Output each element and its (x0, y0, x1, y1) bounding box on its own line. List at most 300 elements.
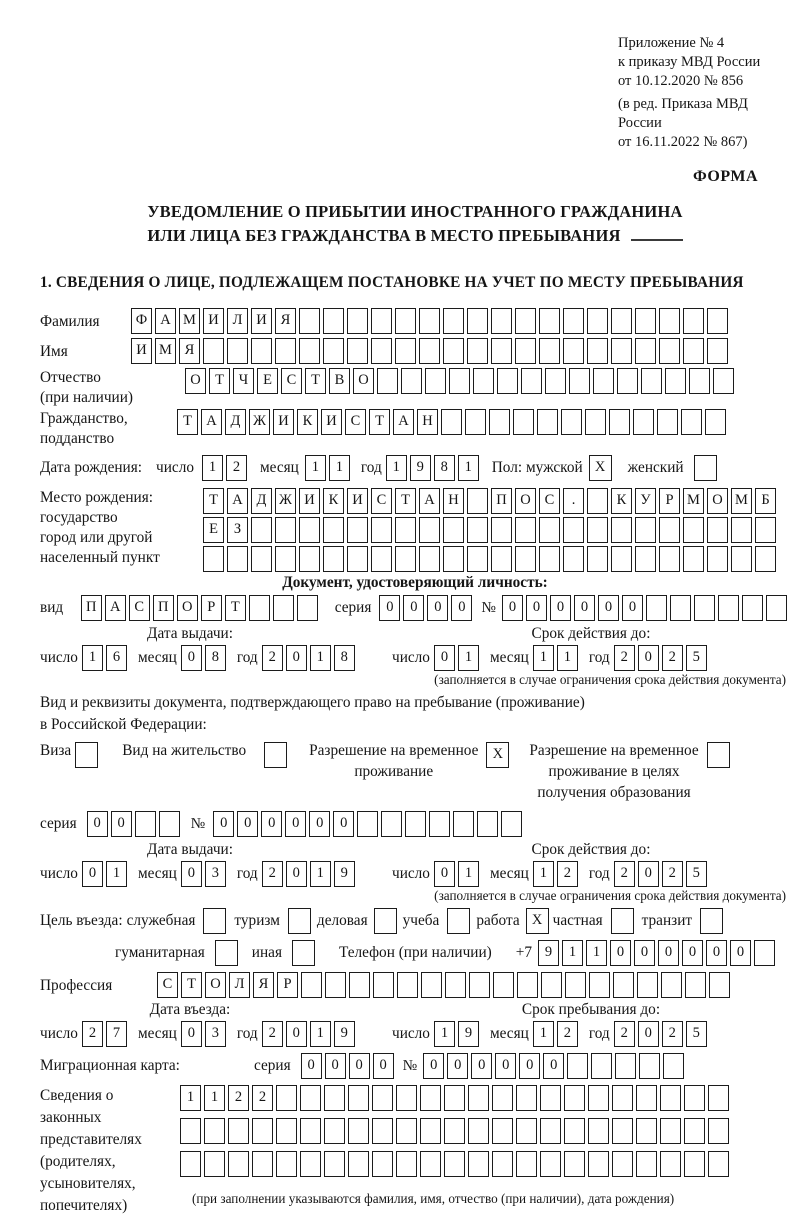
char-cell[interactable] (593, 368, 614, 394)
purpose-tourism-checkbox[interactable] (288, 908, 311, 934)
char-cell[interactable] (612, 1151, 633, 1177)
char-cell[interactable] (587, 338, 608, 364)
char-cell[interactable] (227, 546, 248, 572)
char-cell[interactable] (297, 595, 318, 621)
visa-checkbox[interactable] (75, 742, 98, 768)
char-cell[interactable] (347, 546, 368, 572)
char-cell[interactable]: В (329, 368, 350, 394)
char-cell[interactable] (371, 338, 392, 364)
char-cell[interactable] (539, 338, 560, 364)
char-cell[interactable] (421, 972, 442, 998)
char-cell[interactable] (396, 1151, 417, 1177)
char-cell[interactable] (419, 517, 440, 543)
char-cell[interactable] (324, 1085, 345, 1111)
char-cell[interactable] (204, 1151, 225, 1177)
char-cell[interactable] (373, 972, 394, 998)
char-cell[interactable] (588, 1118, 609, 1144)
char-cell[interactable]: 2 (662, 645, 683, 671)
purpose-business-checkbox[interactable] (203, 908, 226, 934)
char-cell[interactable] (372, 1151, 393, 1177)
char-cell[interactable]: Л (229, 972, 250, 998)
char-cell[interactable]: 5 (686, 645, 707, 671)
char-cell[interactable] (465, 409, 486, 435)
char-cell[interactable] (540, 1085, 561, 1111)
char-cell[interactable]: Ч (233, 368, 254, 394)
char-cell[interactable] (347, 308, 368, 334)
char-cell[interactable]: З (227, 517, 248, 543)
char-cell[interactable]: Т (177, 409, 198, 435)
char-cell[interactable] (591, 1053, 612, 1079)
char-cell[interactable] (252, 1118, 273, 1144)
char-cell[interactable] (493, 972, 514, 998)
char-cell[interactable] (685, 972, 706, 998)
char-cell[interactable] (473, 368, 494, 394)
char-cell[interactable] (639, 1053, 660, 1079)
char-cell[interactable] (299, 546, 320, 572)
char-cell[interactable] (663, 1053, 684, 1079)
char-cell[interactable] (707, 517, 728, 543)
char-cell[interactable]: 2 (252, 1085, 273, 1111)
char-cell[interactable] (585, 409, 606, 435)
char-cell[interactable] (516, 1151, 537, 1177)
char-cell[interactable] (561, 409, 582, 435)
char-cell[interactable] (515, 308, 536, 334)
char-cell[interactable] (731, 517, 752, 543)
char-cell[interactable]: 8 (205, 645, 226, 671)
char-cell[interactable] (501, 811, 522, 837)
char-cell[interactable]: 0 (434, 645, 455, 671)
char-cell[interactable] (180, 1118, 201, 1144)
char-cell[interactable] (492, 1118, 513, 1144)
char-cell[interactable] (468, 1151, 489, 1177)
char-cell[interactable]: 0 (423, 1053, 444, 1079)
char-cell[interactable] (405, 811, 426, 837)
char-cell[interactable]: 0 (526, 595, 547, 621)
purpose-private-checkbox[interactable] (611, 908, 634, 934)
char-cell[interactable]: Ж (249, 409, 270, 435)
char-cell[interactable] (371, 546, 392, 572)
char-cell[interactable]: 9 (458, 1021, 479, 1047)
char-cell[interactable]: 0 (237, 811, 258, 837)
char-cell[interactable] (371, 308, 392, 334)
char-cell[interactable]: 0 (309, 811, 330, 837)
char-cell[interactable]: 2 (614, 645, 635, 671)
char-cell[interactable] (299, 338, 320, 364)
char-cell[interactable] (660, 1118, 681, 1144)
char-cell[interactable] (641, 368, 662, 394)
char-cell[interactable]: К (611, 488, 632, 514)
char-cell[interactable] (660, 1085, 681, 1111)
char-cell[interactable]: И (347, 488, 368, 514)
char-cell[interactable]: 0 (550, 595, 571, 621)
char-cell[interactable]: П (81, 595, 102, 621)
char-cell[interactable]: Е (257, 368, 278, 394)
char-cell[interactable] (635, 517, 656, 543)
char-cell[interactable] (564, 1118, 585, 1144)
char-cell[interactable] (659, 308, 680, 334)
purpose-commercial-checkbox[interactable] (374, 908, 397, 934)
char-cell[interactable]: И (321, 409, 342, 435)
char-cell[interactable] (683, 517, 704, 543)
char-cell[interactable]: М (683, 488, 704, 514)
char-cell[interactable] (541, 972, 562, 998)
char-cell[interactable]: 2 (262, 1021, 283, 1047)
char-cell[interactable] (372, 1118, 393, 1144)
residence-permit-checkbox[interactable] (264, 742, 287, 768)
char-cell[interactable] (491, 517, 512, 543)
char-cell[interactable] (443, 338, 464, 364)
char-cell[interactable] (443, 546, 464, 572)
char-cell[interactable] (203, 338, 224, 364)
purpose-humanitarian-checkbox[interactable] (215, 940, 238, 966)
char-cell[interactable]: 0 (622, 595, 643, 621)
char-cell[interactable] (467, 517, 488, 543)
char-cell[interactable]: 0 (638, 861, 659, 887)
purpose-study-checkbox[interactable] (447, 908, 470, 934)
char-cell[interactable] (521, 368, 542, 394)
char-cell[interactable] (515, 517, 536, 543)
char-cell[interactable]: И (251, 308, 272, 334)
char-cell[interactable] (419, 546, 440, 572)
char-cell[interactable] (635, 308, 656, 334)
char-cell[interactable]: 0 (638, 1021, 659, 1047)
char-cell[interactable] (372, 1085, 393, 1111)
char-cell[interactable] (357, 811, 378, 837)
char-cell[interactable] (348, 1151, 369, 1177)
char-cell[interactable] (708, 1085, 729, 1111)
char-cell[interactable] (539, 308, 560, 334)
char-cell[interactable] (587, 517, 608, 543)
char-cell[interactable]: 0 (325, 1053, 346, 1079)
char-cell[interactable] (275, 546, 296, 572)
char-cell[interactable]: И (299, 488, 320, 514)
char-cell[interactable] (429, 811, 450, 837)
char-cell[interactable]: 8 (434, 455, 455, 481)
char-cell[interactable]: 0 (658, 940, 679, 966)
char-cell[interactable] (587, 546, 608, 572)
char-cell[interactable] (713, 368, 734, 394)
char-cell[interactable] (276, 1085, 297, 1111)
char-cell[interactable]: 8 (334, 645, 355, 671)
char-cell[interactable] (420, 1151, 441, 1177)
char-cell[interactable]: 0 (87, 811, 108, 837)
char-cell[interactable]: У (635, 488, 656, 514)
char-cell[interactable]: 0 (181, 861, 202, 887)
char-cell[interactable] (612, 1085, 633, 1111)
char-cell[interactable]: Т (203, 488, 224, 514)
char-cell[interactable] (468, 1118, 489, 1144)
char-cell[interactable] (348, 1085, 369, 1111)
char-cell[interactable] (419, 338, 440, 364)
char-cell[interactable]: Т (395, 488, 416, 514)
char-cell[interactable] (540, 1118, 561, 1144)
sex-female-checkbox[interactable] (694, 455, 717, 481)
char-cell[interactable] (449, 368, 470, 394)
char-cell[interactable] (323, 546, 344, 572)
char-cell[interactable] (708, 1118, 729, 1144)
char-cell[interactable]: 1 (204, 1085, 225, 1111)
char-cell[interactable]: 1 (329, 455, 350, 481)
char-cell[interactable] (540, 1151, 561, 1177)
char-cell[interactable]: А (393, 409, 414, 435)
char-cell[interactable]: 0 (181, 645, 202, 671)
char-cell[interactable] (681, 409, 702, 435)
char-cell[interactable] (635, 338, 656, 364)
char-cell[interactable]: П (491, 488, 512, 514)
char-cell[interactable] (491, 308, 512, 334)
char-cell[interactable] (324, 1118, 345, 1144)
char-cell[interactable]: 0 (519, 1053, 540, 1079)
char-cell[interactable]: 1 (305, 455, 326, 481)
char-cell[interactable]: Я (275, 308, 296, 334)
char-cell[interactable] (563, 517, 584, 543)
char-cell[interactable] (636, 1085, 657, 1111)
temp-residence-education-checkbox[interactable] (707, 742, 730, 768)
char-cell[interactable] (492, 1151, 513, 1177)
char-cell[interactable] (489, 409, 510, 435)
char-cell[interactable] (276, 1118, 297, 1144)
char-cell[interactable] (589, 972, 610, 998)
char-cell[interactable]: 0 (543, 1053, 564, 1079)
char-cell[interactable] (683, 338, 704, 364)
char-cell[interactable]: 5 (686, 1021, 707, 1047)
char-cell[interactable] (637, 972, 658, 998)
char-cell[interactable] (444, 1085, 465, 1111)
char-cell[interactable]: 0 (434, 861, 455, 887)
sex-male-checkbox[interactable]: X (589, 455, 612, 481)
char-cell[interactable] (613, 972, 634, 998)
char-cell[interactable] (443, 517, 464, 543)
char-cell[interactable] (467, 308, 488, 334)
char-cell[interactable] (299, 517, 320, 543)
char-cell[interactable]: 0 (706, 940, 727, 966)
char-cell[interactable] (755, 546, 776, 572)
char-cell[interactable]: Ф (131, 308, 152, 334)
char-cell[interactable] (665, 368, 686, 394)
char-cell[interactable]: 9 (410, 455, 431, 481)
char-cell[interactable] (587, 488, 608, 514)
char-cell[interactable]: 2 (557, 1021, 578, 1047)
char-cell[interactable] (689, 368, 710, 394)
char-cell[interactable]: О (515, 488, 536, 514)
char-cell[interactable] (135, 811, 156, 837)
char-cell[interactable]: С (371, 488, 392, 514)
char-cell[interactable]: Р (277, 972, 298, 998)
char-cell[interactable] (684, 1118, 705, 1144)
char-cell[interactable] (491, 338, 512, 364)
char-cell[interactable] (587, 308, 608, 334)
char-cell[interactable] (441, 409, 462, 435)
char-cell[interactable] (395, 546, 416, 572)
char-cell[interactable] (564, 1151, 585, 1177)
char-cell[interactable] (180, 1151, 201, 1177)
char-cell[interactable] (401, 368, 422, 394)
char-cell[interactable] (228, 1151, 249, 1177)
char-cell[interactable]: 0 (181, 1021, 202, 1047)
char-cell[interactable]: 2 (228, 1085, 249, 1111)
char-cell[interactable] (444, 1151, 465, 1177)
char-cell[interactable] (683, 546, 704, 572)
char-cell[interactable]: К (323, 488, 344, 514)
char-cell[interactable]: 0 (598, 595, 619, 621)
char-cell[interactable]: 2 (226, 455, 247, 481)
char-cell[interactable] (275, 517, 296, 543)
char-cell[interactable] (252, 1151, 273, 1177)
char-cell[interactable] (707, 338, 728, 364)
char-cell[interactable]: Р (201, 595, 222, 621)
char-cell[interactable] (348, 1118, 369, 1144)
char-cell[interactable]: О (707, 488, 728, 514)
char-cell[interactable]: 1 (562, 940, 583, 966)
char-cell[interactable]: 0 (610, 940, 631, 966)
char-cell[interactable]: 1 (180, 1085, 201, 1111)
char-cell[interactable] (300, 1085, 321, 1111)
char-cell[interactable] (609, 409, 630, 435)
char-cell[interactable]: 0 (502, 595, 523, 621)
char-cell[interactable] (742, 595, 763, 621)
char-cell[interactable] (420, 1085, 441, 1111)
char-cell[interactable] (657, 409, 678, 435)
char-cell[interactable]: О (185, 368, 206, 394)
char-cell[interactable]: 0 (349, 1053, 370, 1079)
char-cell[interactable] (516, 1085, 537, 1111)
char-cell[interactable]: 2 (262, 861, 283, 887)
char-cell[interactable] (567, 1053, 588, 1079)
char-cell[interactable]: О (353, 368, 374, 394)
char-cell[interactable] (397, 972, 418, 998)
char-cell[interactable] (754, 940, 775, 966)
char-cell[interactable]: С (129, 595, 150, 621)
char-cell[interactable]: С (157, 972, 178, 998)
char-cell[interactable]: Р (659, 488, 680, 514)
char-cell[interactable] (517, 972, 538, 998)
char-cell[interactable] (611, 546, 632, 572)
char-cell[interactable] (396, 1118, 417, 1144)
char-cell[interactable]: 6 (106, 645, 127, 671)
char-cell[interactable]: С (345, 409, 366, 435)
char-cell[interactable] (635, 546, 656, 572)
char-cell[interactable]: О (205, 972, 226, 998)
char-cell[interactable] (467, 338, 488, 364)
char-cell[interactable]: 0 (638, 645, 659, 671)
char-cell[interactable]: А (227, 488, 248, 514)
char-cell[interactable]: С (281, 368, 302, 394)
char-cell[interactable]: К (297, 409, 318, 435)
char-cell[interactable] (684, 1151, 705, 1177)
char-cell[interactable] (515, 546, 536, 572)
char-cell[interactable]: И (273, 409, 294, 435)
char-cell[interactable] (563, 308, 584, 334)
char-cell[interactable]: Ж (275, 488, 296, 514)
char-cell[interactable] (377, 368, 398, 394)
char-cell[interactable] (707, 308, 728, 334)
char-cell[interactable] (659, 338, 680, 364)
char-cell[interactable]: 0 (286, 1021, 307, 1047)
char-cell[interactable]: 3 (205, 861, 226, 887)
char-cell[interactable] (636, 1151, 657, 1177)
char-cell[interactable] (615, 1053, 636, 1079)
char-cell[interactable]: 1 (310, 1021, 331, 1047)
char-cell[interactable]: 3 (205, 1021, 226, 1047)
char-cell[interactable]: 1 (458, 645, 479, 671)
char-cell[interactable]: 0 (301, 1053, 322, 1079)
char-cell[interactable] (159, 811, 180, 837)
char-cell[interactable]: 2 (662, 1021, 683, 1047)
char-cell[interactable] (420, 1118, 441, 1144)
char-cell[interactable]: Я (253, 972, 274, 998)
char-cell[interactable]: 0 (471, 1053, 492, 1079)
char-cell[interactable] (491, 546, 512, 572)
char-cell[interactable] (273, 595, 294, 621)
char-cell[interactable]: 1 (586, 940, 607, 966)
char-cell[interactable] (670, 595, 691, 621)
char-cell[interactable] (275, 338, 296, 364)
char-cell[interactable] (611, 338, 632, 364)
char-cell[interactable] (537, 409, 558, 435)
char-cell[interactable] (563, 546, 584, 572)
char-cell[interactable] (646, 595, 667, 621)
char-cell[interactable] (611, 308, 632, 334)
char-cell[interactable] (588, 1151, 609, 1177)
char-cell[interactable] (444, 1118, 465, 1144)
char-cell[interactable] (445, 972, 466, 998)
char-cell[interactable] (708, 1151, 729, 1177)
char-cell[interactable] (299, 308, 320, 334)
char-cell[interactable]: 0 (682, 940, 703, 966)
char-cell[interactable]: М (731, 488, 752, 514)
char-cell[interactable]: 1 (310, 861, 331, 887)
char-cell[interactable] (588, 1085, 609, 1111)
char-cell[interactable]: 2 (82, 1021, 103, 1047)
char-cell[interactable]: 1 (202, 455, 223, 481)
char-cell[interactable] (227, 338, 248, 364)
char-cell[interactable] (564, 1085, 585, 1111)
char-cell[interactable] (633, 409, 654, 435)
char-cell[interactable] (569, 368, 590, 394)
char-cell[interactable]: 2 (614, 1021, 635, 1047)
char-cell[interactable]: 2 (614, 861, 635, 887)
char-cell[interactable] (249, 595, 270, 621)
char-cell[interactable] (300, 1151, 321, 1177)
char-cell[interactable] (395, 338, 416, 364)
char-cell[interactable] (323, 517, 344, 543)
char-cell[interactable]: 9 (334, 861, 355, 887)
char-cell[interactable]: 1 (458, 455, 479, 481)
char-cell[interactable] (659, 546, 680, 572)
char-cell[interactable] (661, 972, 682, 998)
char-cell[interactable]: А (155, 308, 176, 334)
char-cell[interactable]: Н (443, 488, 464, 514)
char-cell[interactable] (251, 546, 272, 572)
char-cell[interactable] (323, 308, 344, 334)
char-cell[interactable]: С (539, 488, 560, 514)
char-cell[interactable]: 1 (106, 861, 127, 887)
char-cell[interactable] (492, 1085, 513, 1111)
char-cell[interactable]: 1 (434, 1021, 455, 1047)
char-cell[interactable]: 2 (557, 861, 578, 887)
char-cell[interactable] (467, 546, 488, 572)
char-cell[interactable] (516, 1118, 537, 1144)
char-cell[interactable] (467, 488, 488, 514)
char-cell[interactable]: Б (755, 488, 776, 514)
char-cell[interactable]: Я (179, 338, 200, 364)
char-cell[interactable] (709, 972, 730, 998)
char-cell[interactable]: 1 (386, 455, 407, 481)
char-cell[interactable]: Л (227, 308, 248, 334)
char-cell[interactable]: Д (225, 409, 246, 435)
char-cell[interactable]: 0 (403, 595, 424, 621)
char-cell[interactable]: 0 (447, 1053, 468, 1079)
